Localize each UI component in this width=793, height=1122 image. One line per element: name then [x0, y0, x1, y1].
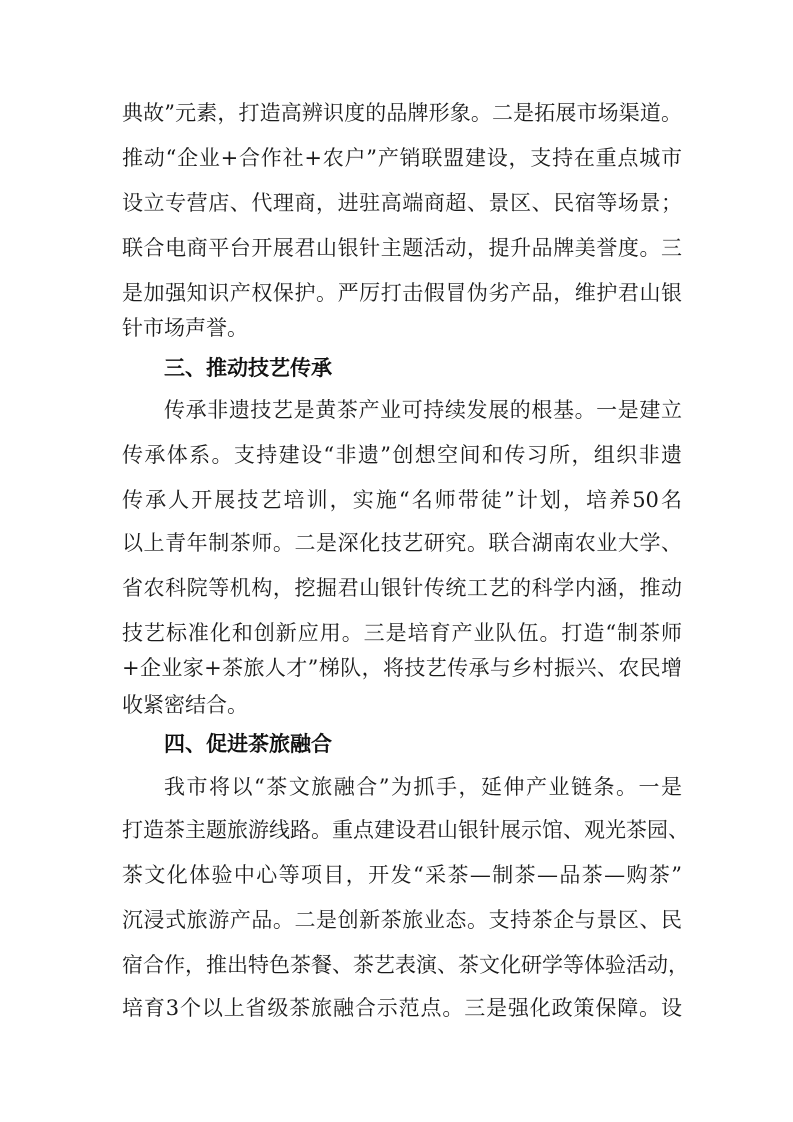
paragraph-line: 设立专营店、代理商，进驻高端商超、景区、民宿等场景；	[122, 191, 682, 215]
paragraph-line: 打造茶主题旅游线路。重点建设君山银针展示馆、观光茶园、	[122, 818, 689, 842]
paragraph-line: 传承人开展技艺培训，实施“名师带徒”计划，培养50名	[122, 488, 682, 512]
paragraph-line: 茶文化体验中心等项目，开发“采茶—制茶—品茶—购茶”	[122, 863, 682, 887]
paragraph-line: 传承非遗技艺是黄茶产业可持续发展的根基。一是建立	[164, 398, 682, 422]
paragraph-line: 省农科院等机构，挖掘君山银针传统工艺的科学内涵，推动	[122, 576, 682, 600]
paragraph-line: 联合电商平台开展君山银针主题活动，提升品牌美誉度。三	[122, 236, 682, 260]
paragraph-line: +企业家+茶旅人才”梯队，将技艺传承与乡村振兴、农民增	[122, 656, 682, 680]
paragraph-line: 收紧密结合。	[122, 693, 248, 717]
paragraph-line: 培育3个以上省级茶旅融合示范点。三是强化政策保障。设	[122, 996, 682, 1020]
section-heading-4: 四、促进茶旅融合	[164, 732, 332, 756]
section-heading-3: 三、推动技艺传承	[164, 356, 332, 380]
paragraph-line: 宿合作，推出特色茶餐、茶艺表演、茶文化研学等体验活动，	[122, 953, 689, 977]
paragraph-line: 针市场声誉。	[122, 316, 248, 340]
paragraph-line: 是加强知识产权保护。严厉打击假冒伪劣产品，维护君山银	[122, 281, 682, 305]
paragraph-line: 典故”元素，打造高辨识度的品牌形象。二是拓展市场渠道。	[122, 101, 682, 125]
paragraph-line: 沉浸式旅游产品。二是创新茶旅业态。支持茶企与景区、民	[122, 908, 682, 932]
paragraph-line: 技艺标准化和创新应用。三是培育产业队伍。打造“制茶师	[122, 621, 682, 645]
paragraph-line: 传承体系。支持建设“非遗”创想空间和传习所，组织非遗	[122, 443, 682, 467]
paragraph-line: 我市将以“茶文旅融合”为抓手，延伸产业链条。一是	[164, 775, 682, 799]
paragraph-line: 推动“企业+合作社+农户”产销联盟建设，支持在重点城市	[122, 146, 682, 170]
paragraph-line: 以上青年制茶师。二是深化技艺研究。联合湖南农业大学、	[122, 531, 682, 555]
